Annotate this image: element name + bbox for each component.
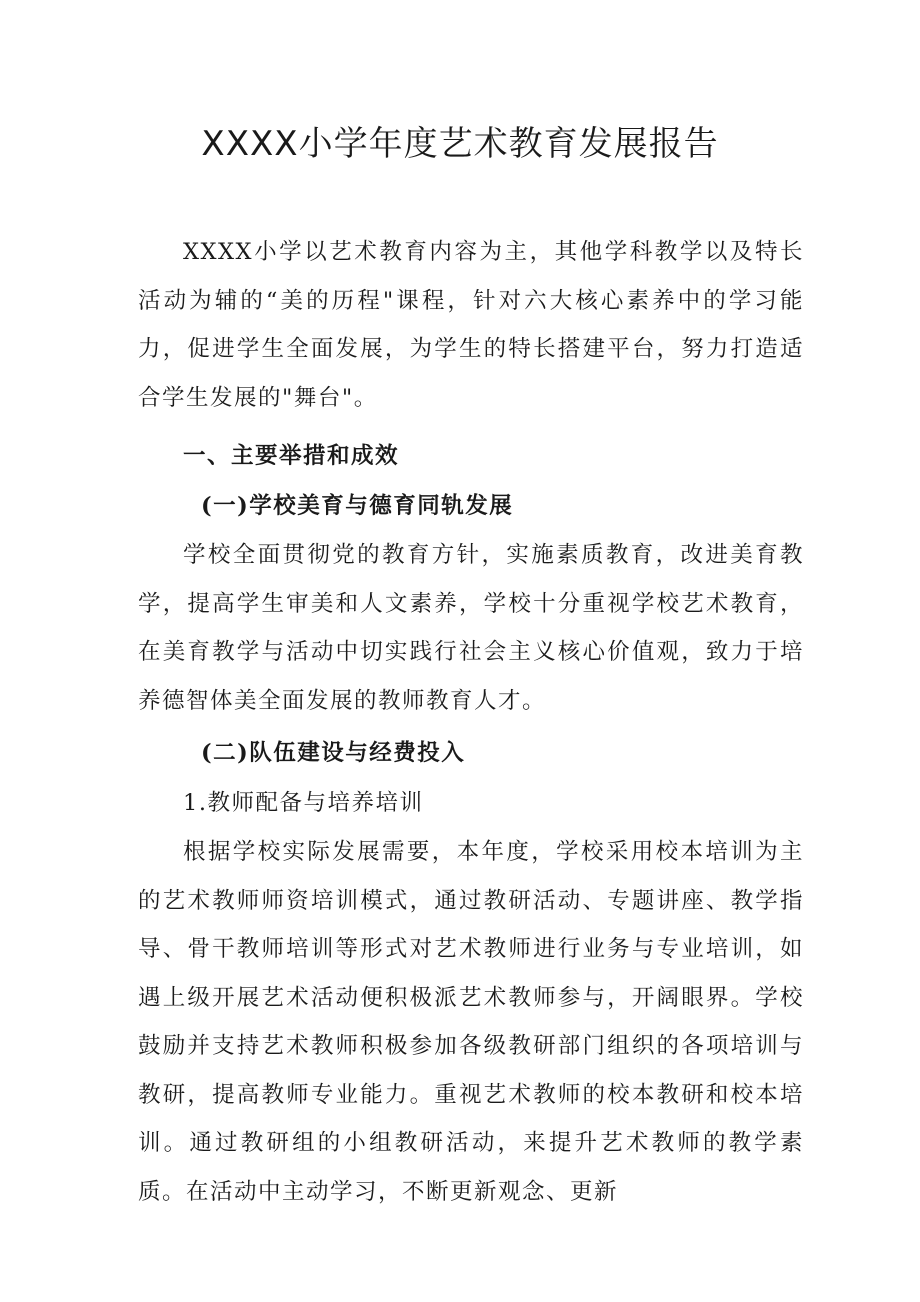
item-heading-teacher-training: 1.教师配备与培养培训 — [183, 789, 424, 816]
section-heading-main-measures: 一、主要举措和成效 — [183, 443, 400, 469]
intro-paragraph: XXXX小学以艺术教育内容为主，其他学科教学以及特长活动为辅的“美的历程"课程，针对六大核心素养中的学习能力，促进学生全面发展，为学生的特长搭建平台，努力打造适合学生发展的"舞台"。 — [138, 239, 804, 411]
document-title: XXXX小学年度艺术教育发展报告 — [201, 124, 719, 164]
subsection-heading-team-funding: (二)队伍建设与经费投入 — [201, 740, 466, 766]
item-paragraph-teacher-training: 根据学校实际发展需要，本年度，学校采用校本培训为主的艺术教师师资培训模式，通过教研活动、专题讲座、教学指导、骨干教师培训等形式对艺术教师进行业务与专业培训，如遇上级开展艺术活动便积极派艺术教师参与，开阔眼界。学校鼓励并支持艺术教师积极参加各级教研部门组织的各项培训与教研，提高教师专业能力。重视艺术教师的校本教研和校本培训。通过教研组的小组教研活动，来提升艺术教师的教学素质。在活动中主动学习，不断更新观念、更新 — [138, 839, 804, 1205]
subsection-heading-aesthetic-moral: (一)学校美育与德育同轨发展 — [201, 492, 514, 519]
document-body — [138, 228, 804, 1216]
subsection-paragraph-aesthetic-moral: 学校全面贯彻党的教育方针，实施素质教育，改进美育教学，提高学生审美和人文素养，学校十分重视学校艺术教育，在美育教学与活动中切实践行社会主义核心价值观，致力于培养德智体美全面发展的教师教育人才。 — [138, 542, 804, 714]
